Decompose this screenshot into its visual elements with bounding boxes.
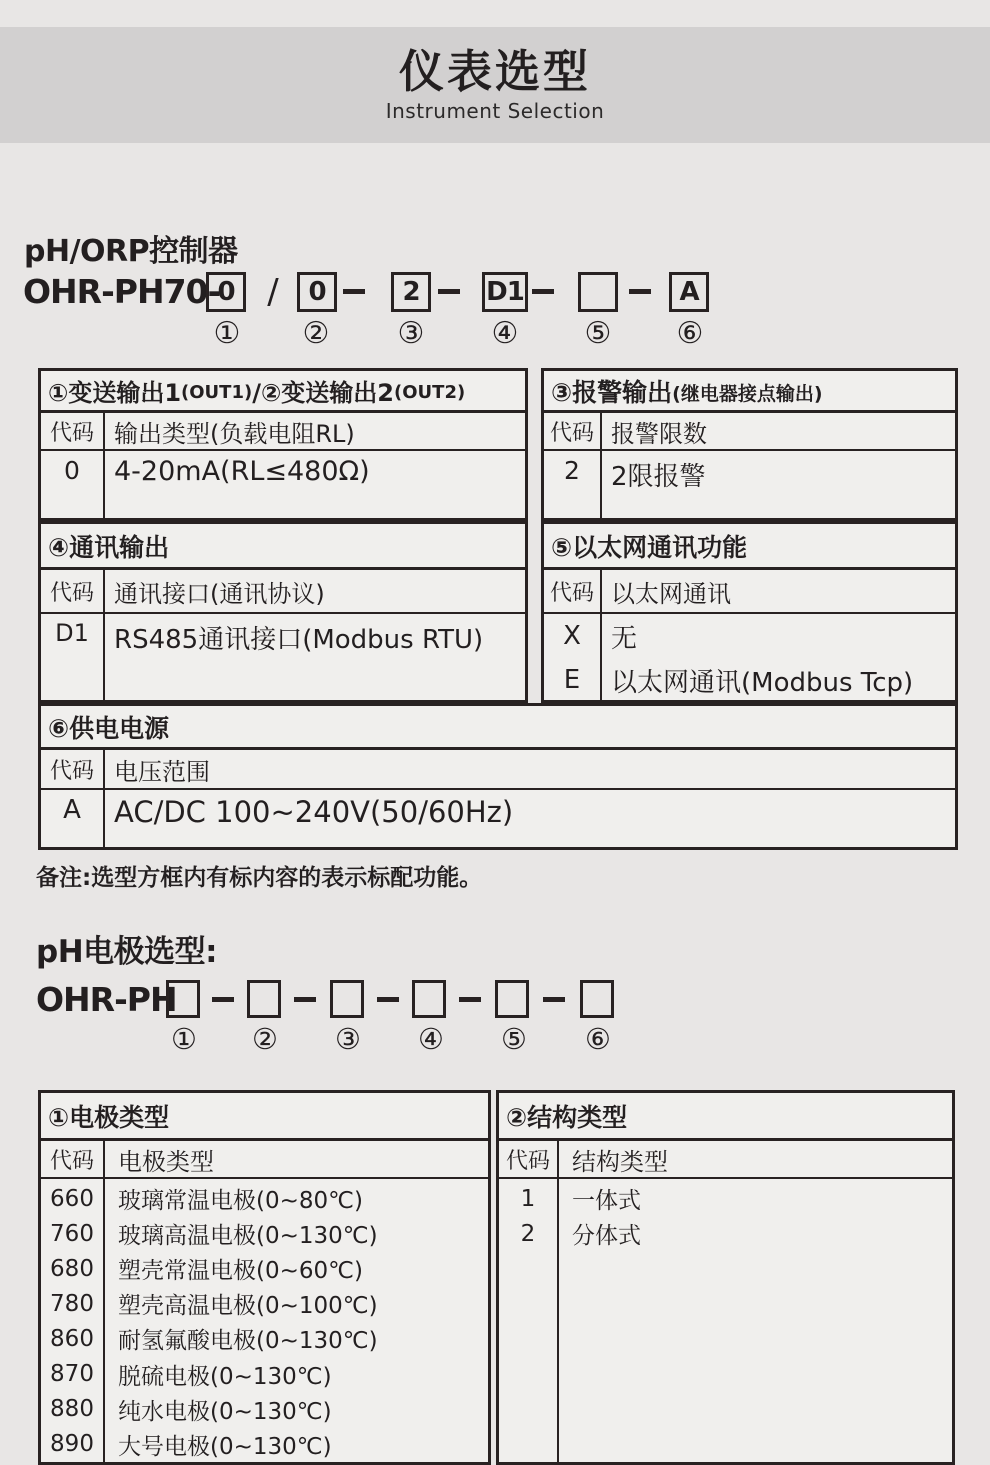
label-column-header: 电极类型 xyxy=(118,1147,214,1176)
electrode-type-header xyxy=(41,1093,488,1141)
label-column-header: 输出类型(负载电阻RL) xyxy=(114,419,355,448)
label-cell: 玻璃常温电极(0~80℃) xyxy=(118,1188,363,1215)
dash-separator xyxy=(377,997,399,1002)
code-cell: X xyxy=(563,621,581,651)
electrode-box-5 xyxy=(495,980,529,1018)
header-text: /②变送输出2 xyxy=(252,379,395,407)
header-text: ①变送输出1 xyxy=(48,379,182,407)
label-column-header: 报警限数 xyxy=(611,419,707,448)
electrode-position-4: ④ xyxy=(418,1022,444,1056)
code-cell: 780 xyxy=(50,1290,94,1317)
label-cell: 塑壳常温电极(0~60℃) xyxy=(118,1258,363,1285)
label-cell: 2限报警 xyxy=(611,462,706,492)
structure-type-table xyxy=(496,1090,955,1465)
code-cell: 890 xyxy=(50,1431,94,1458)
code-cell: 680 xyxy=(50,1255,94,1282)
alarm-output-table xyxy=(541,368,958,521)
header-text: ④通讯输出 xyxy=(48,532,170,562)
model-box-2: 0 xyxy=(297,272,337,312)
code-cell: E xyxy=(563,665,581,695)
label-cell: 玻璃高温电极(0~130℃) xyxy=(118,1223,378,1250)
position-marker-1: ① xyxy=(213,316,241,351)
transmit-output-header xyxy=(41,371,525,413)
model-box-5 xyxy=(578,272,618,312)
code-cell: 2 xyxy=(564,456,580,485)
electrode-position-5: ⑤ xyxy=(501,1022,527,1056)
model-box-1: 0 xyxy=(206,272,246,312)
ethernet-table xyxy=(541,521,958,703)
label-cell: 以太网通讯(Modbus Tcp) xyxy=(611,667,914,698)
column-header-row xyxy=(41,1141,488,1179)
label-cell: 脱硫电极(0~130℃) xyxy=(118,1363,332,1390)
column-header-row xyxy=(41,750,955,790)
model-box-3: 2 xyxy=(391,272,431,312)
comm-output-table xyxy=(38,521,528,703)
code-column-header: 代码 xyxy=(499,1141,559,1177)
code-cell: 660 xyxy=(50,1185,94,1212)
code-column-header: 代码 xyxy=(41,570,105,612)
transmit-output-table xyxy=(38,368,528,521)
dash-separator xyxy=(532,289,554,294)
dash-separator xyxy=(543,997,565,1002)
header-text-small: (OUT2) xyxy=(394,381,466,403)
header-text: ①电极类型 xyxy=(48,1102,170,1132)
table-row xyxy=(544,614,955,700)
electrode-section-title: pH电极选型: xyxy=(36,934,218,970)
page-title: 仪表选型 xyxy=(398,44,591,98)
dash-separator xyxy=(459,997,481,1002)
electrode-position-1: ① xyxy=(171,1022,197,1056)
electrode-box-3 xyxy=(330,980,364,1018)
label-cell: AC/DC 100~240V(50/60Hz) xyxy=(114,795,514,829)
header-text-small: (继电器接点输出) xyxy=(672,382,823,405)
position-marker-4: ④ xyxy=(491,316,519,351)
column-header-row xyxy=(41,413,525,451)
position-marker-3: ③ xyxy=(397,316,425,351)
dash-separator xyxy=(438,289,460,294)
dash-separator xyxy=(294,997,316,1002)
header-text: ⑥供电电源 xyxy=(48,713,170,743)
power-supply-header xyxy=(41,706,955,750)
model-slash: / xyxy=(267,272,279,312)
table-rows xyxy=(499,1179,952,1462)
electrode-box-1 xyxy=(166,980,200,1018)
electrode-type-table xyxy=(38,1090,491,1465)
ethernet-header xyxy=(544,524,955,570)
code-cell: 860 xyxy=(50,1325,94,1352)
label-cell: 耐氢氟酸电极(0~130℃) xyxy=(118,1328,378,1355)
table-rows xyxy=(41,1179,488,1462)
power-supply-table xyxy=(38,703,958,850)
label-cell: RS485通讯接口(Modbus RTU) xyxy=(114,625,484,655)
label-cell: 大号电极(0~130℃) xyxy=(118,1433,332,1460)
electrode-position-2: ② xyxy=(252,1022,278,1056)
code-column-header: 代码 xyxy=(41,1141,105,1177)
dash-separator xyxy=(343,289,365,294)
structure-type-header xyxy=(499,1093,952,1141)
label-cell: 纯水电极(0~130℃) xyxy=(118,1398,332,1425)
code-cell: A xyxy=(63,795,81,825)
position-marker-6: ⑥ xyxy=(676,316,704,351)
label-column-header: 电压范围 xyxy=(114,757,210,786)
label-cell: 一体式 xyxy=(572,1188,641,1215)
column-header-row xyxy=(41,570,525,614)
header-text-small: (OUT1) xyxy=(181,381,253,403)
column-header-row xyxy=(499,1141,952,1179)
comm-output-header xyxy=(41,524,525,570)
model-prefix: OHR-PH70- xyxy=(23,272,221,311)
code-cell: 0 xyxy=(64,456,80,485)
column-header-row xyxy=(544,570,955,614)
label-cell: 无 xyxy=(611,623,638,654)
code-column-header: 代码 xyxy=(41,413,105,449)
table-row xyxy=(544,451,955,518)
label-column-header: 结构类型 xyxy=(572,1147,668,1176)
code-cell: 1 xyxy=(520,1185,536,1212)
label-cell: 塑壳高温电极(0~100℃) xyxy=(118,1293,378,1320)
electrode-box-6 xyxy=(580,980,614,1018)
code-column-header: 代码 xyxy=(41,750,105,788)
code-cell: 760 xyxy=(50,1220,94,1247)
column-header-row xyxy=(544,413,955,451)
page-subtitle: Instrument Selection xyxy=(385,99,605,124)
code-cell: 870 xyxy=(50,1361,94,1388)
label-cell: 分体式 xyxy=(572,1223,641,1250)
label-cell: 4-20mA(RL≤480Ω) xyxy=(114,456,370,487)
label-column-header: 以太网通讯 xyxy=(611,579,731,608)
electrode-position-6: ⑥ xyxy=(585,1022,611,1056)
header-text: ⑤以太网通讯功能 xyxy=(551,532,748,562)
label-column-header: 通讯接口(通讯协议) xyxy=(114,579,325,608)
dash-separator xyxy=(212,997,234,1002)
model-box-6: A xyxy=(669,272,709,312)
header-text: ③报警输出 xyxy=(551,377,673,407)
table-row xyxy=(41,614,525,700)
model-box-4: D1 xyxy=(482,272,528,312)
dash-separator xyxy=(629,289,651,294)
page-header xyxy=(0,27,990,143)
position-marker-2: ② xyxy=(302,316,330,351)
electrode-box-2 xyxy=(247,980,281,1018)
alarm-output-header xyxy=(544,371,955,413)
electrode-position-3: ③ xyxy=(335,1022,361,1056)
table-row xyxy=(41,451,525,518)
electrode-box-4 xyxy=(412,980,446,1018)
code-cell: 880 xyxy=(50,1396,94,1423)
controller-section-title: pH/ORP控制器 xyxy=(24,234,238,269)
note: 备注:选型方框内有标内容的表示标配功能。 xyxy=(36,865,483,891)
code-cell: D1 xyxy=(55,619,89,647)
code-cell: 2 xyxy=(520,1220,536,1247)
header-text: ②结构类型 xyxy=(506,1102,628,1132)
code-column-header: 代码 xyxy=(544,413,602,449)
code-column-header: 代码 xyxy=(544,570,602,612)
electrode-model-prefix: OHR-PH xyxy=(36,980,177,1019)
table-row xyxy=(41,790,955,847)
position-marker-5: ⑤ xyxy=(584,316,612,351)
